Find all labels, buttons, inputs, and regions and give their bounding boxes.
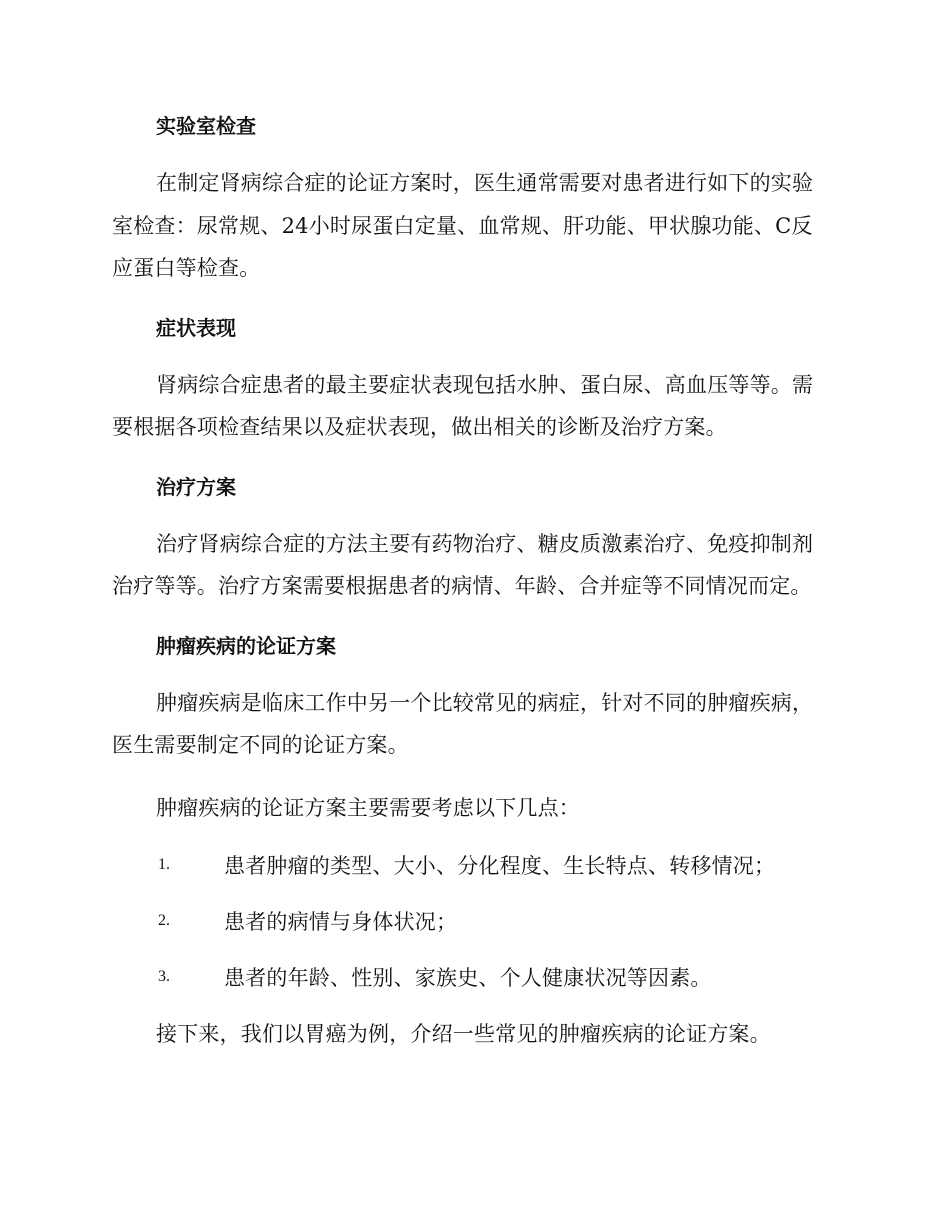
- list-item: [112, 901, 832, 941]
- document-body: [112, 108, 832, 1056]
- list-item: [112, 845, 832, 885]
- list-number: 3.: [158, 968, 170, 985]
- paragraph-symptoms: 肾病综合症患者的最主要症状表现包括水肿、蛋白尿、高血压等等。需要根据各项检查结果以及症状表现，做出相关的诊断及治疗方案。: [112, 372, 814, 439]
- paragraph-tumor-intro: 肿瘤疾病是临床工作中另一个比较常见的病症，针对不同的肿瘤疾病，医生需要制定不同的论证方案。: [112, 690, 814, 757]
- paragraph-closing: 接下来，我们以胃癌为例，介绍一些常见的肿瘤疾病的论证方案。: [156, 1022, 771, 1046]
- list-text: 患者肿瘤的类型、大小、分化程度、生长特点、转移情况；: [224, 854, 776, 878]
- section-heading-lab-tests: 实验室检查: [156, 114, 256, 138]
- section-heading-treatment: 治疗方案: [156, 474, 236, 499]
- section-heading-tumor: 肿瘤疾病的论证方案: [156, 633, 336, 658]
- list-text: 患者的病情与身体状况；: [224, 910, 458, 934]
- paragraph-tumor-points: 肿瘤疾病的论证方案主要需要考虑以下几点：: [156, 795, 580, 820]
- paragraph-lab-tests: 在制定肾病综合症的论证方案时，医生通常需要对患者进行如下的实验室检查：尿常规、24小时尿蛋白定量、血常规、肝功能、甲状腺功能、C反应蛋白等检查。: [112, 171, 814, 280]
- section-heading-symptoms: 症状表现: [156, 315, 236, 340]
- list-item: [112, 957, 832, 997]
- paragraph-treatment: 治疗肾病综合症的方法主要有药物治疗、糖皮质激素治疗、免疫抑制剂治疗等等。治疗方案需要根据患者的病情、年龄、合并症等不同情况而定。: [112, 531, 814, 598]
- list-text: 患者的年龄、性别、家族史、个人健康状况等因素。: [224, 966, 712, 990]
- list-number: 2.: [158, 912, 170, 929]
- list-number: 1.: [158, 856, 170, 873]
